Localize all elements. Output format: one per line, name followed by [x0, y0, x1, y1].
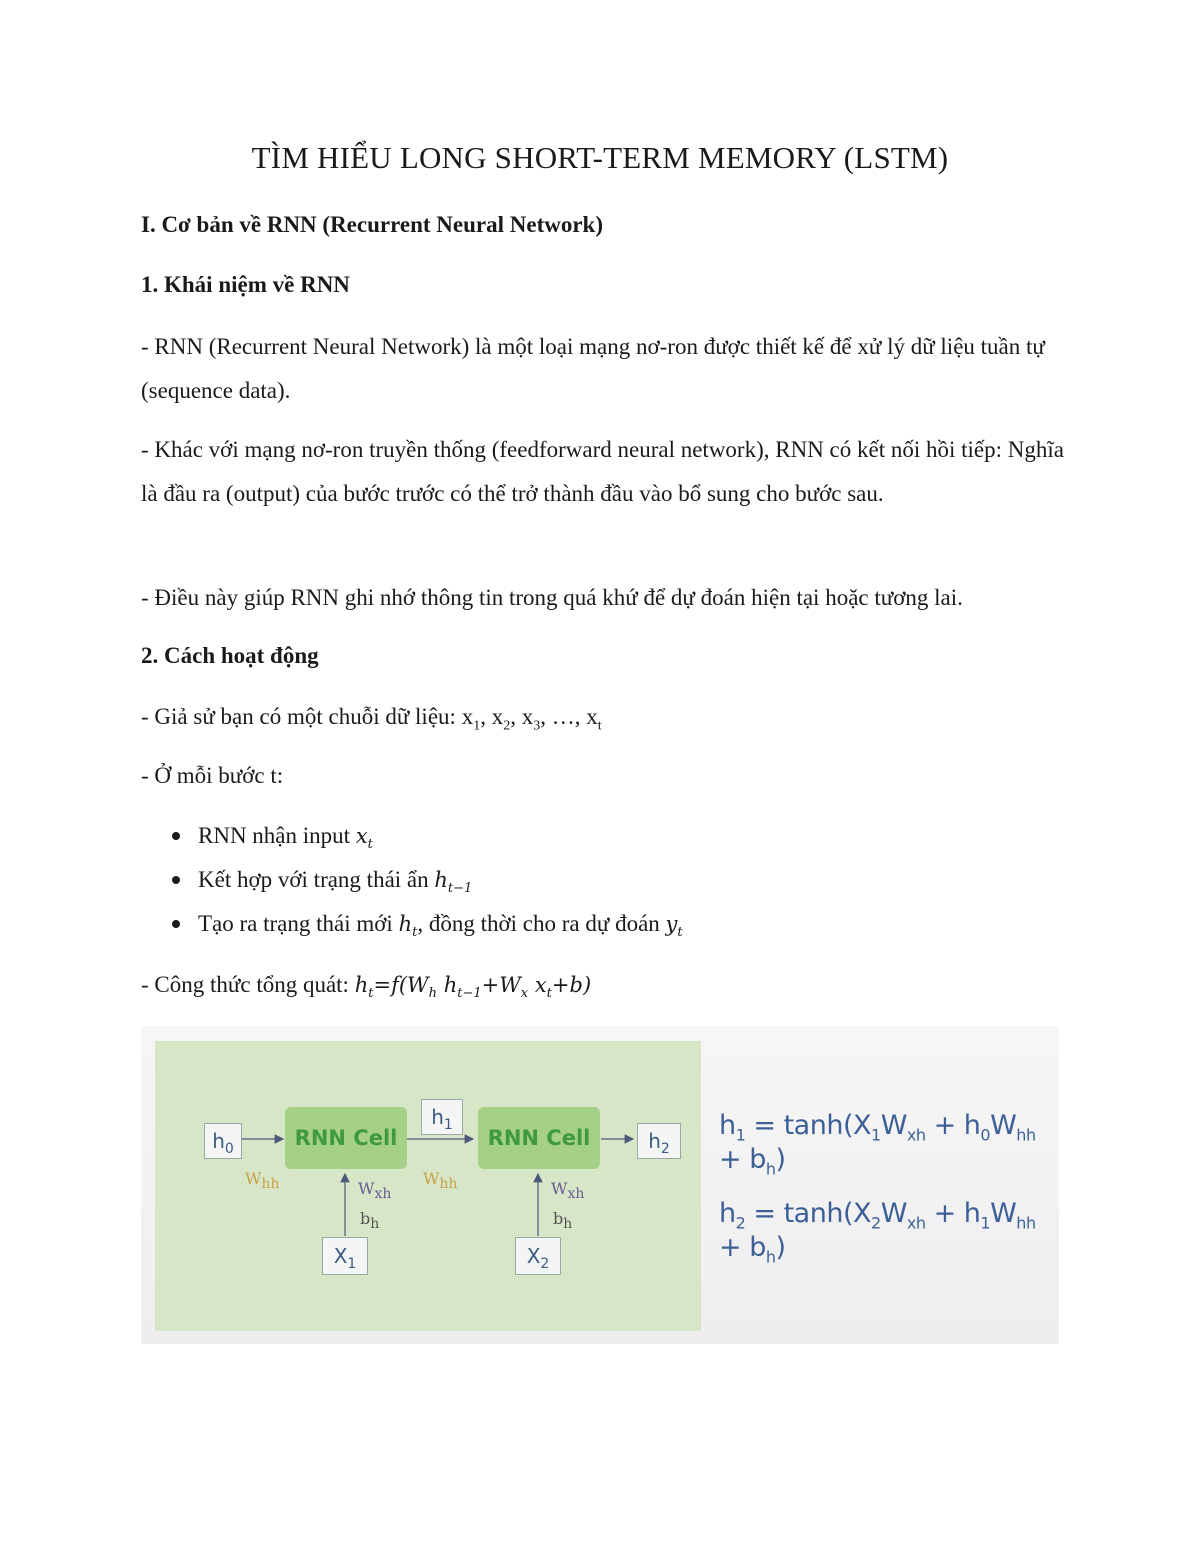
bullet-icon	[172, 832, 180, 840]
paragraph-sequence	[141, 695, 1066, 749]
node-h0: $h_0$	[204, 1123, 242, 1159]
bias-bh-2: $b_h$	[553, 1209, 573, 1233]
rnn-cell-1: RNN Cell	[285, 1107, 407, 1169]
equation-h1: $h_1 = \tanh(X_1W_{xh} + h_0W_{hh} + b_h)$	[719, 1110, 1036, 1179]
paragraph-rnn-feedback: - Khác với mạng nơ-ron truyền thống (feedforward neural network), RNN có kết nối hồi tiếp: Nghĩa là đầu ra (output) của bước trước có thể trở thành đầu vào bổ sung cho bước sau.	[141, 437, 1064, 506]
subheading-rnn-concept: 1. Khái niệm về RNN	[141, 272, 350, 297]
paragraph-rnn-definition: - RNN (Recurrent Neural Network) là một loại mạng nơ-ron được thiết kế để xử lý dữ liệu tuần tự (sequence data).	[141, 334, 1045, 403]
rnn-figure	[141, 1026, 1059, 1344]
paragraph-each-step: - Ở mỗi bước t:	[141, 763, 284, 788]
list-item: Kết hợp với trạng thái ẩn $h_{t-1}$	[141, 858, 683, 902]
paragraph-general-formula: - Công thức tổng quát: $h_t=f(W_h$ $h_{t-1}+W_x$ $x_t+b$)	[141, 972, 592, 1002]
weight-wxh-1: $W_{xh}$	[358, 1179, 392, 1203]
bullet-icon	[172, 920, 180, 928]
sequence-items: $x_1$, $x_2$, $x_3$, …, $x_t$	[461, 704, 602, 734]
step-bullet-list	[141, 814, 683, 946]
list-item: RNN nhận input $x_t$	[141, 814, 683, 858]
bullet-icon	[172, 876, 180, 884]
node-x1: $X_1$	[322, 1237, 368, 1275]
weight-whh-2: $W_{hh}$	[423, 1169, 458, 1193]
subheading-how-it-works: 2. Cách hoạt động	[141, 643, 319, 668]
node-h2: $h_2$	[637, 1123, 681, 1159]
node-x2: $X_2$	[515, 1237, 561, 1275]
sequence-prefix: - Giả sử bạn có một chuỗi dữ liệu:	[141, 704, 462, 729]
node-h1: $h_1$	[421, 1099, 463, 1135]
list-item: Tạo ra trạng thái mới $h_t$, đồng thời cho ra dự đoán $y_t$	[141, 902, 683, 946]
weight-wxh-2: $W_{xh}$	[551, 1179, 585, 1203]
equation-h2: $h_2 = \tanh(X_2W_{xh} + h_1W_{hh} + b_h)$	[719, 1198, 1036, 1267]
rnn-cell-2: RNN Cell	[478, 1107, 600, 1169]
bias-bh-1: $b_h$	[360, 1209, 380, 1233]
section-heading-rnn: I. Cơ bản về RNN (Recurrent Neural Network)	[141, 212, 604, 237]
rnn-unrolled-diagram	[155, 1041, 701, 1331]
paragraph-rnn-memory: - Điều này giúp RNN ghi nhớ thông tin trong quá khứ để dự đoán hiện tại hoặc tương lai.	[141, 585, 963, 610]
general-formula: $h_t=f(W_h$ $h_{t-1}+W_x$ $x_t+b$)	[354, 973, 592, 1002]
weight-whh-1: $W_{hh}$	[245, 1169, 280, 1193]
page-title: TÌM HIỂU LONG SHORT-TERM MEMORY (LSTM)	[251, 140, 949, 175]
